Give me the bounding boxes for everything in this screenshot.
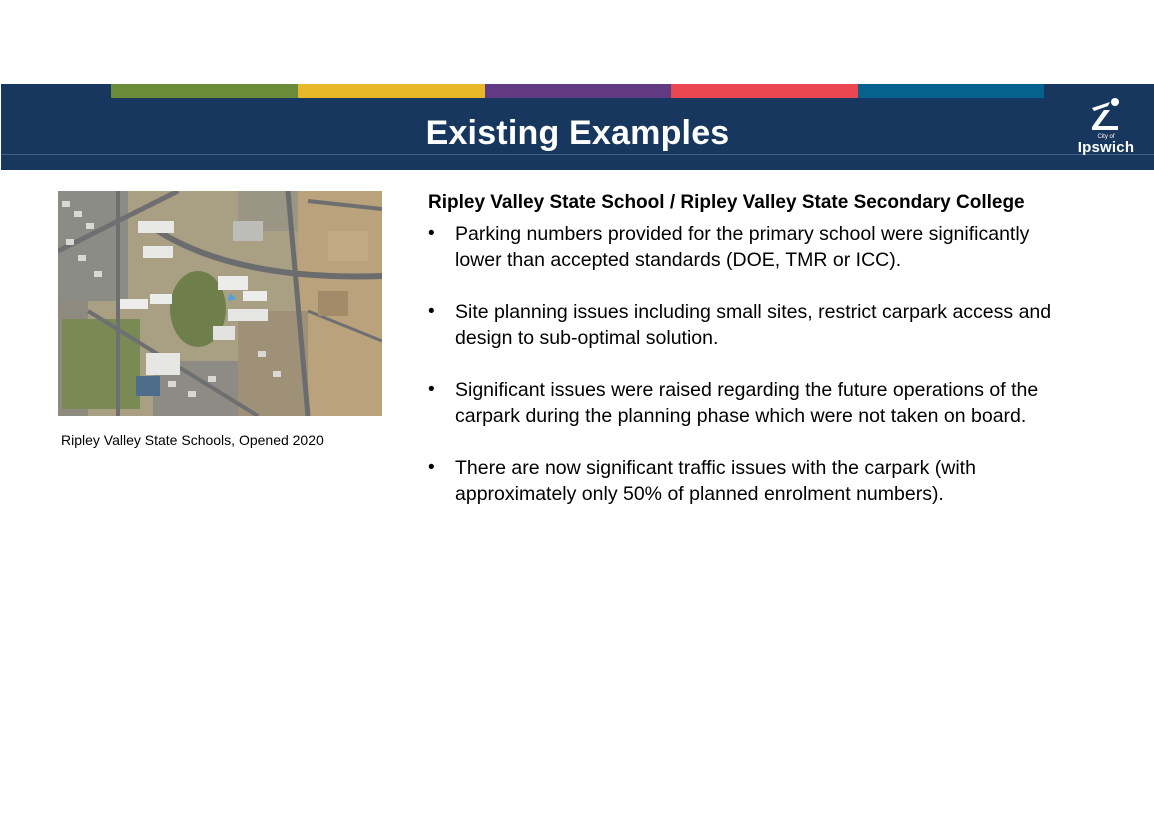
bullet-line: Site planning issues including small sites, restrict carpark access and [455,301,1052,323]
aerial-photo-illustration [58,191,382,416]
bullet-list [428,221,1088,507]
bullet-line: Significant issues were raised regarding the future operations of the [455,379,1039,401]
bullet-item [428,455,1088,507]
color-strip-blue [858,84,1044,98]
header-divider [1,154,1154,155]
bullet-line: carpark during the planning phase which were not taken on board. [455,405,1027,427]
bullet-item [428,377,1088,429]
ipswich-logo-icon [1088,96,1124,132]
bullet-line: design to sub-optimal solution. [455,327,719,349]
logo-city-of-text: City of [1097,134,1115,140]
bullet-item [428,221,1088,273]
bullet-line: lower than accepted standards (DOE, TMR or ICC). [455,249,902,271]
content-panel [428,192,1088,533]
logo-wordmark: Ipswich [1077,139,1135,156]
bullet-dot: • [428,379,435,400]
ipswich-logo [1075,96,1137,158]
page-title: Existing Examples [425,114,730,152]
bullet-line: There are now significant traffic issues with the carpark (with [455,457,976,479]
image-caption: Ripley Valley State Schools, Opened 2020 [61,432,324,448]
section-heading: Ripley Valley State School / Ripley Valley State Secondary College [428,192,1025,213]
color-strip-purple [485,84,671,98]
color-strip-green [111,84,298,98]
bullet-dot: • [428,223,435,244]
color-strip-red [671,84,858,98]
aerial-photo [58,191,382,416]
color-strip-yellow [298,84,485,98]
header-band [1,84,1154,170]
bullet-line: approximately only 50% of planned enrolment numbers). [455,483,944,505]
bullet-item [428,299,1088,351]
bullet-dot: • [428,301,435,322]
bullet-dot: • [428,457,435,478]
bullet-line: Parking numbers provided for the primary school were significantly [455,223,1030,245]
